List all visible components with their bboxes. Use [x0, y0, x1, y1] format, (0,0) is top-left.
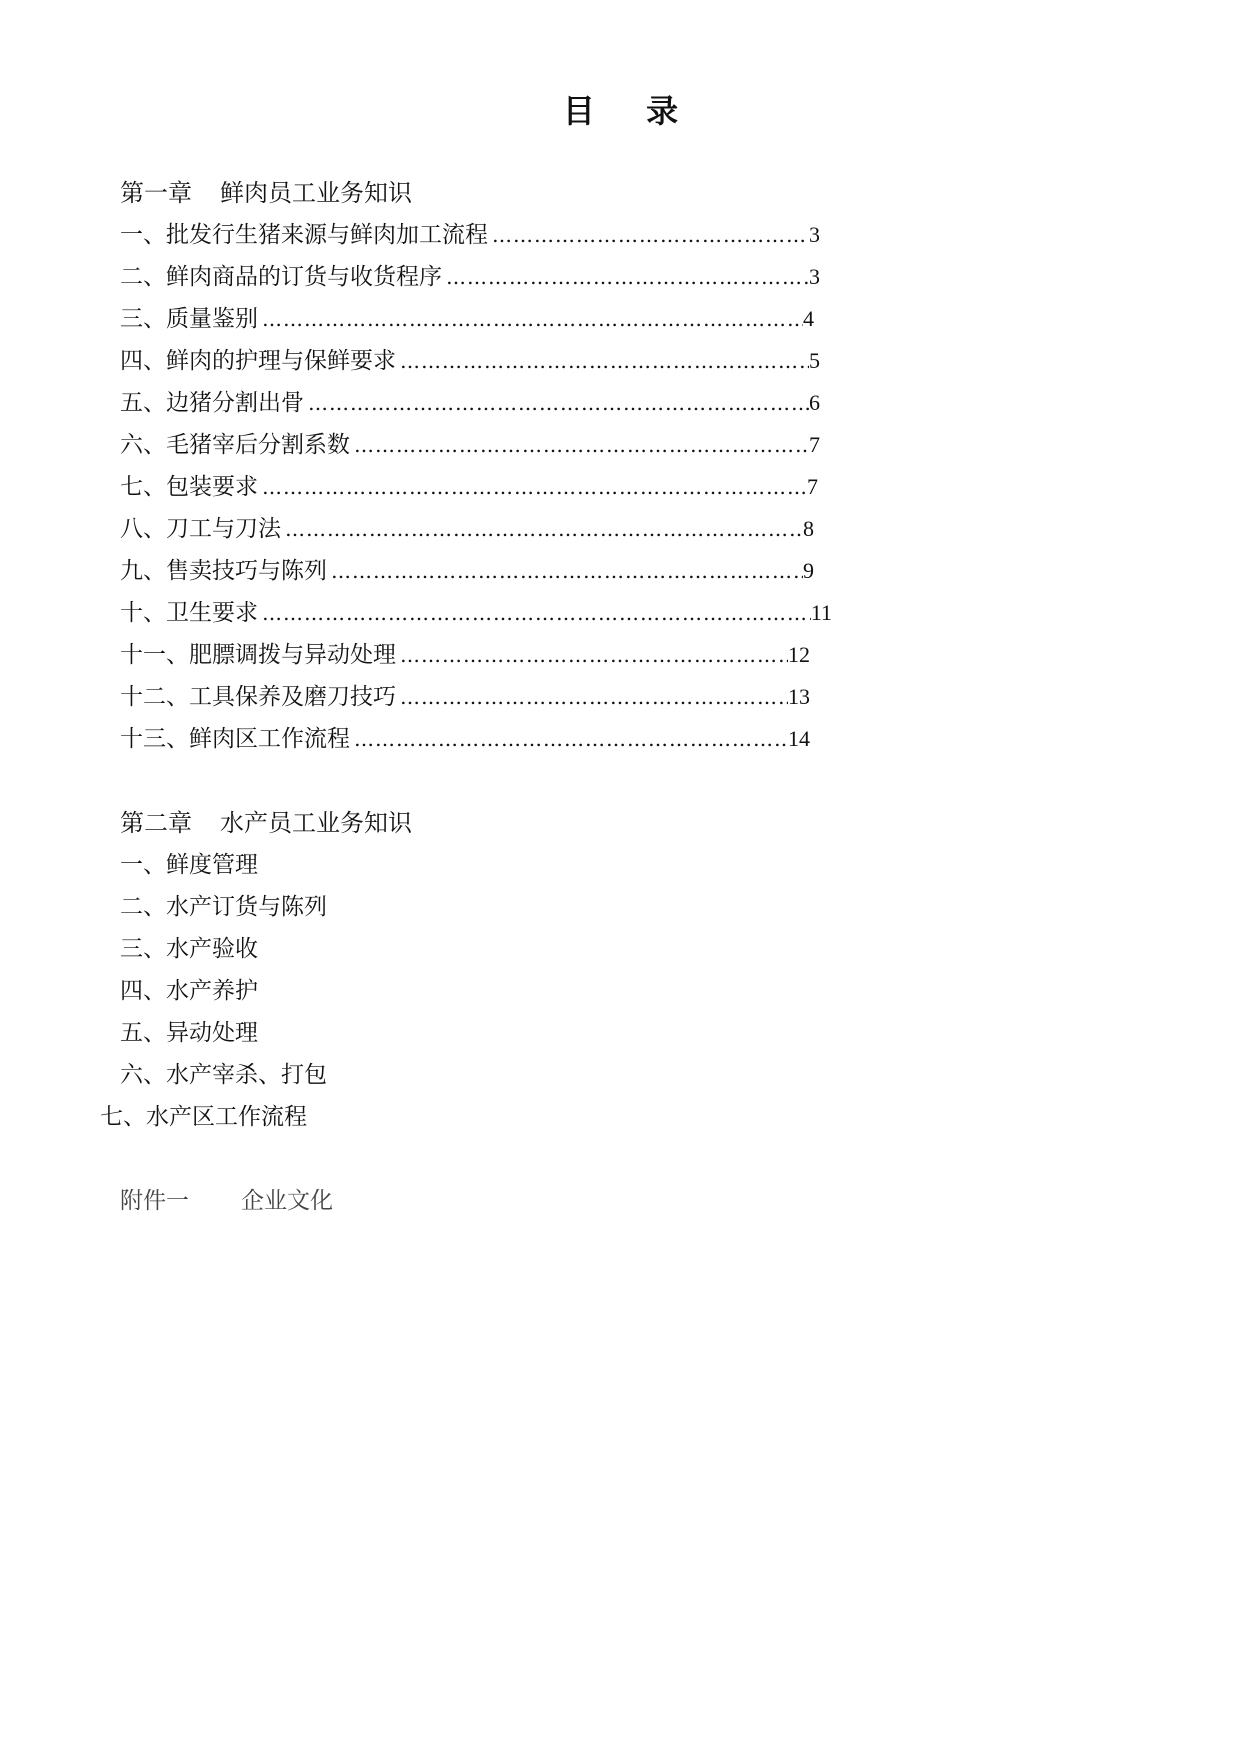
toc-entry-page: 7 — [807, 474, 818, 499]
toc-entry[interactable]: 二、水产订货与陈列 — [120, 894, 327, 920]
chapter-1-label: 第一章 — [120, 179, 192, 207]
toc-entry-text: 鲜肉商品的订货与收货程序 — [166, 264, 442, 290]
toc-entry[interactable] — [120, 592, 832, 634]
toc-entry-text: 毛猪宰后分割系数 — [166, 432, 350, 458]
toc-entry-number: 四、 — [120, 348, 166, 374]
toc-entry-page: 9 — [803, 558, 814, 583]
dot-leader — [354, 718, 788, 760]
toc-entry-number: 八、 — [120, 516, 166, 542]
toc-entry[interactable] — [120, 718, 810, 760]
toc-entry[interactable] — [120, 298, 814, 340]
toc-entry-text: 包装要求 — [166, 474, 258, 500]
toc-entry-page: 5 — [809, 348, 820, 373]
dot-leader — [308, 382, 809, 424]
toc-entry-page: 11 — [810, 600, 832, 625]
toc-entry[interactable]: 七、水产区工作流程 — [100, 1104, 307, 1130]
dot-leader — [492, 214, 809, 256]
appendix-heading[interactable] — [120, 1180, 840, 1222]
toc-entry-page: 3 — [809, 264, 820, 289]
chapter-1-heading — [120, 172, 840, 214]
toc-entry[interactable]: 六、水产宰杀、打包 — [120, 1062, 327, 1088]
toc-entry-number: 十三、 — [120, 726, 189, 752]
chapter-2-label: 第二章 — [120, 809, 192, 837]
page-title: 目 录 — [562, 92, 699, 130]
toc-entry-text: 刀工与刀法 — [166, 516, 281, 542]
toc-entry-number: 十二、 — [120, 684, 189, 710]
toc-entry-number: 十一、 — [120, 642, 189, 668]
toc-entry-number: 一、 — [120, 222, 166, 248]
dot-leader — [331, 550, 803, 592]
toc-entry-text: 鲜肉的护理与保鲜要求 — [166, 348, 396, 374]
toc-entry[interactable] — [120, 634, 810, 676]
toc-entry[interactable] — [120, 382, 820, 424]
toc-entry-page: 3 — [809, 222, 820, 247]
chapter-1-name: 鲜肉员工业务知识 — [220, 179, 412, 207]
toc-entry[interactable]: 五、异动处理 — [120, 1020, 258, 1046]
toc-entry[interactable] — [120, 214, 820, 256]
toc-entry-number: 七、 — [120, 474, 166, 500]
toc-entry[interactable]: 三、水产验收 — [120, 936, 258, 962]
toc-entry-page: 6 — [809, 390, 820, 415]
toc-entry-number: 二、 — [120, 264, 166, 290]
toc-entry-page: 8 — [803, 516, 814, 541]
toc-entry-number: 六、 — [120, 432, 166, 458]
toc-entry-page: 7 — [809, 432, 820, 457]
toc-entry-text: 工具保养及磨刀技巧 — [189, 684, 396, 710]
toc-entry[interactable]: 四、水产养护 — [120, 978, 258, 1004]
appendix-label: 附件一 — [120, 1188, 189, 1214]
table-of-contents — [100, 172, 840, 1222]
chapter-2-name: 水产员工业务知识 — [220, 809, 412, 837]
toc-entry-text: 批发行生猪来源与鲜肉加工流程 — [166, 222, 488, 248]
toc-entry-number: 九、 — [120, 558, 166, 584]
toc-entry[interactable] — [120, 676, 810, 718]
toc-entry[interactable] — [120, 424, 820, 466]
toc-entry-number: 五、 — [120, 390, 166, 416]
toc-entry[interactable] — [120, 466, 818, 508]
dot-leader — [400, 340, 809, 382]
dot-leader — [262, 466, 807, 508]
toc-entry-text: 质量鉴别 — [166, 306, 258, 332]
toc-entry-number: 三、 — [120, 306, 166, 332]
dot-leader — [354, 424, 809, 466]
toc-entry-number: 十、 — [120, 600, 166, 626]
toc-entry[interactable] — [120, 508, 814, 550]
dot-leader — [285, 508, 803, 550]
toc-entry-text: 肥膘调拨与异动处理 — [189, 642, 396, 668]
dot-leader — [262, 298, 803, 340]
toc-entry-text: 售卖技巧与陈列 — [166, 558, 327, 584]
toc-entry[interactable] — [120, 256, 820, 298]
toc-entry[interactable]: 一、鲜度管理 — [120, 852, 258, 878]
toc-entry-page: 12 — [788, 642, 810, 667]
toc-entry-page: 13 — [788, 684, 810, 709]
appendix-name: 企业文化 — [241, 1188, 333, 1214]
dot-leader — [446, 256, 809, 298]
toc-entry-text: 边猪分割出骨 — [166, 390, 304, 416]
toc-entry-page: 14 — [788, 726, 810, 751]
toc-entry[interactable] — [120, 550, 814, 592]
toc-entry-text: 卫生要求 — [166, 600, 258, 626]
dot-leader — [262, 592, 811, 634]
toc-entry[interactable] — [120, 340, 820, 382]
toc-entry-page: 4 — [803, 306, 814, 331]
chapter-2-heading — [120, 802, 840, 844]
toc-entry-text: 鲜肉区工作流程 — [189, 726, 350, 752]
dot-leader — [400, 634, 788, 676]
dot-leader — [400, 676, 788, 718]
